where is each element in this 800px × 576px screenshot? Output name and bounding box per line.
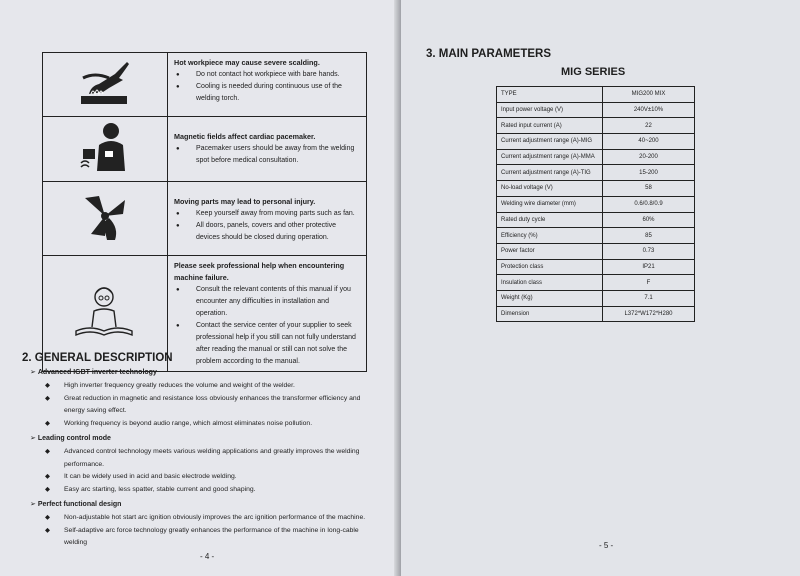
subsection-title: ➢ Perfect functional design — [30, 499, 382, 510]
warning-row-pacemaker — [43, 117, 367, 182]
series-title: MIG SERIES — [561, 66, 626, 78]
param-value: 240V±10% — [603, 102, 695, 118]
param-name: Input power voltage (V) — [497, 102, 603, 118]
table-row — [497, 149, 695, 165]
table-row — [497, 243, 695, 259]
param-name: No-load voltage (V) — [497, 181, 603, 197]
warning-title: Hot workpiece may cause severe scalding. — [174, 58, 320, 67]
param-name: Protection class — [497, 259, 603, 275]
list-item: ◆ Advanced control technology meets various welding applications and greatly improves the welding performance. — [42, 446, 382, 471]
param-value: 58 — [603, 181, 695, 197]
param-value: 20-200 — [603, 149, 695, 165]
page-number: - 5 - — [599, 541, 614, 550]
left-page — [0, 0, 399, 576]
table-row — [497, 87, 695, 103]
param-name: Dimension — [497, 306, 603, 322]
page-number: - 4 - — [200, 552, 215, 561]
subsection-title: ➢ Advanced IGBT inverter technology — [30, 367, 382, 378]
param-value: L372*W172*H280 — [603, 306, 695, 322]
reading-man-icon — [72, 281, 138, 341]
table-row — [497, 290, 695, 306]
pacemaker-icon — [75, 119, 135, 175]
general-description-section — [22, 352, 382, 550]
warning-title: Magnetic fields affect cardiac pacemaker. — [174, 132, 316, 141]
param-name: Rated input current (A) — [497, 118, 603, 134]
list-item: ◆ Self-adaptive arc force technology greatly enhances the performance of the machine in long-cable welding — [42, 525, 382, 550]
param-name: Efficiency (%) — [497, 228, 603, 244]
right-page — [401, 0, 800, 576]
warning-row-hot-workpiece — [43, 53, 367, 117]
param-name: Rated duty cycle — [497, 212, 603, 228]
warning-item: ● Pacemaker users should be away from the welding spot before medical consultation. — [174, 143, 360, 167]
param-value: 85 — [603, 228, 695, 244]
section-heading: 3. MAIN PARAMETERS — [426, 48, 552, 60]
table-row — [497, 181, 695, 197]
param-value: 60% — [603, 212, 695, 228]
table-row — [497, 196, 695, 212]
param-name: Insulation class — [497, 275, 603, 291]
warning-title: Please seek professional help when encountering machine failure. — [174, 261, 345, 282]
list-item: ◆ Non-adjustable hot start arc ignition obviously improves the arc ignition performance of the machine. — [42, 512, 382, 525]
param-name: Current adjustment range (A)-TIG — [497, 165, 603, 181]
warning-item: ● Cooling is needed during continuous use of the welding torch. — [174, 81, 360, 105]
param-name: Current adjustment range (A)-MMA — [497, 149, 603, 165]
param-name: Weight (Kg) — [497, 290, 603, 306]
moving-parts-icon — [75, 188, 135, 244]
param-name: Welding wire diameter (mm) — [497, 196, 603, 212]
param-value: IP21 — [603, 259, 695, 275]
warning-item: ● All doors, panels, covers and other protective devices should be closed during operation. — [174, 220, 360, 244]
section-heading: 2. GENERAL DESCRIPTION — [22, 352, 173, 364]
table-row — [497, 134, 695, 150]
param-value: 40~200 — [603, 134, 695, 150]
table-row — [497, 228, 695, 244]
param-name: Current adjustment range (A)-MIG — [497, 134, 603, 150]
warning-item: ● Consult the relevant contents of this manual if you encounter any difficulties in installation and operation. — [174, 284, 360, 320]
table-row — [497, 306, 695, 322]
table-row — [497, 212, 695, 228]
hot-hand-icon — [75, 56, 135, 108]
warning-item: ● Contact the service center of your supplier to seek professional help if you still can not fully understand after reading the manual or still can not solve the problem according to the manual. — [174, 320, 360, 368]
param-value: 0.6/0.8/0.9 — [603, 196, 695, 212]
table-row — [497, 275, 695, 291]
param-value: 15-200 — [603, 165, 695, 181]
warning-row-moving-parts — [43, 182, 367, 256]
param-name: TYPE — [497, 87, 603, 103]
param-value: 0.73 — [603, 243, 695, 259]
list-item: ◆ Working frequency is beyond audio range, which almost eliminates noise pollution. — [42, 418, 382, 431]
param-value: 7.1 — [603, 290, 695, 306]
warning-item: ● Keep yourself away from moving parts such as fan. — [174, 208, 360, 220]
warning-title: Moving parts may lead to personal injury. — [174, 197, 316, 206]
list-item: ◆ High inverter frequency greatly reduces the volume and weight of the welder. — [42, 380, 382, 393]
list-item: ◆ It can be widely used in acid and basic electrode welding. — [42, 471, 382, 484]
list-item: ◆ Easy arc starting, less spatter, stable current and good shaping. — [42, 484, 382, 497]
subsection-title: ➢ Leading control mode — [30, 433, 382, 444]
table-row — [497, 259, 695, 275]
param-value: MIG200 MIX — [603, 87, 695, 103]
warning-item: ● Do not contact hot workpiece with bare hands. — [174, 69, 360, 81]
param-name: Power factor — [497, 243, 603, 259]
safety-warnings-table — [42, 52, 367, 372]
table-row — [497, 118, 695, 134]
param-value: F — [603, 275, 695, 291]
table-row — [497, 165, 695, 181]
param-value: 22 — [603, 118, 695, 134]
table-row — [497, 102, 695, 118]
parameters-table — [496, 86, 695, 322]
list-item: ◆ Great reduction in magnetic and resistance loss obviously enhances the transformer efficiency and energy saving effect. — [42, 393, 382, 418]
